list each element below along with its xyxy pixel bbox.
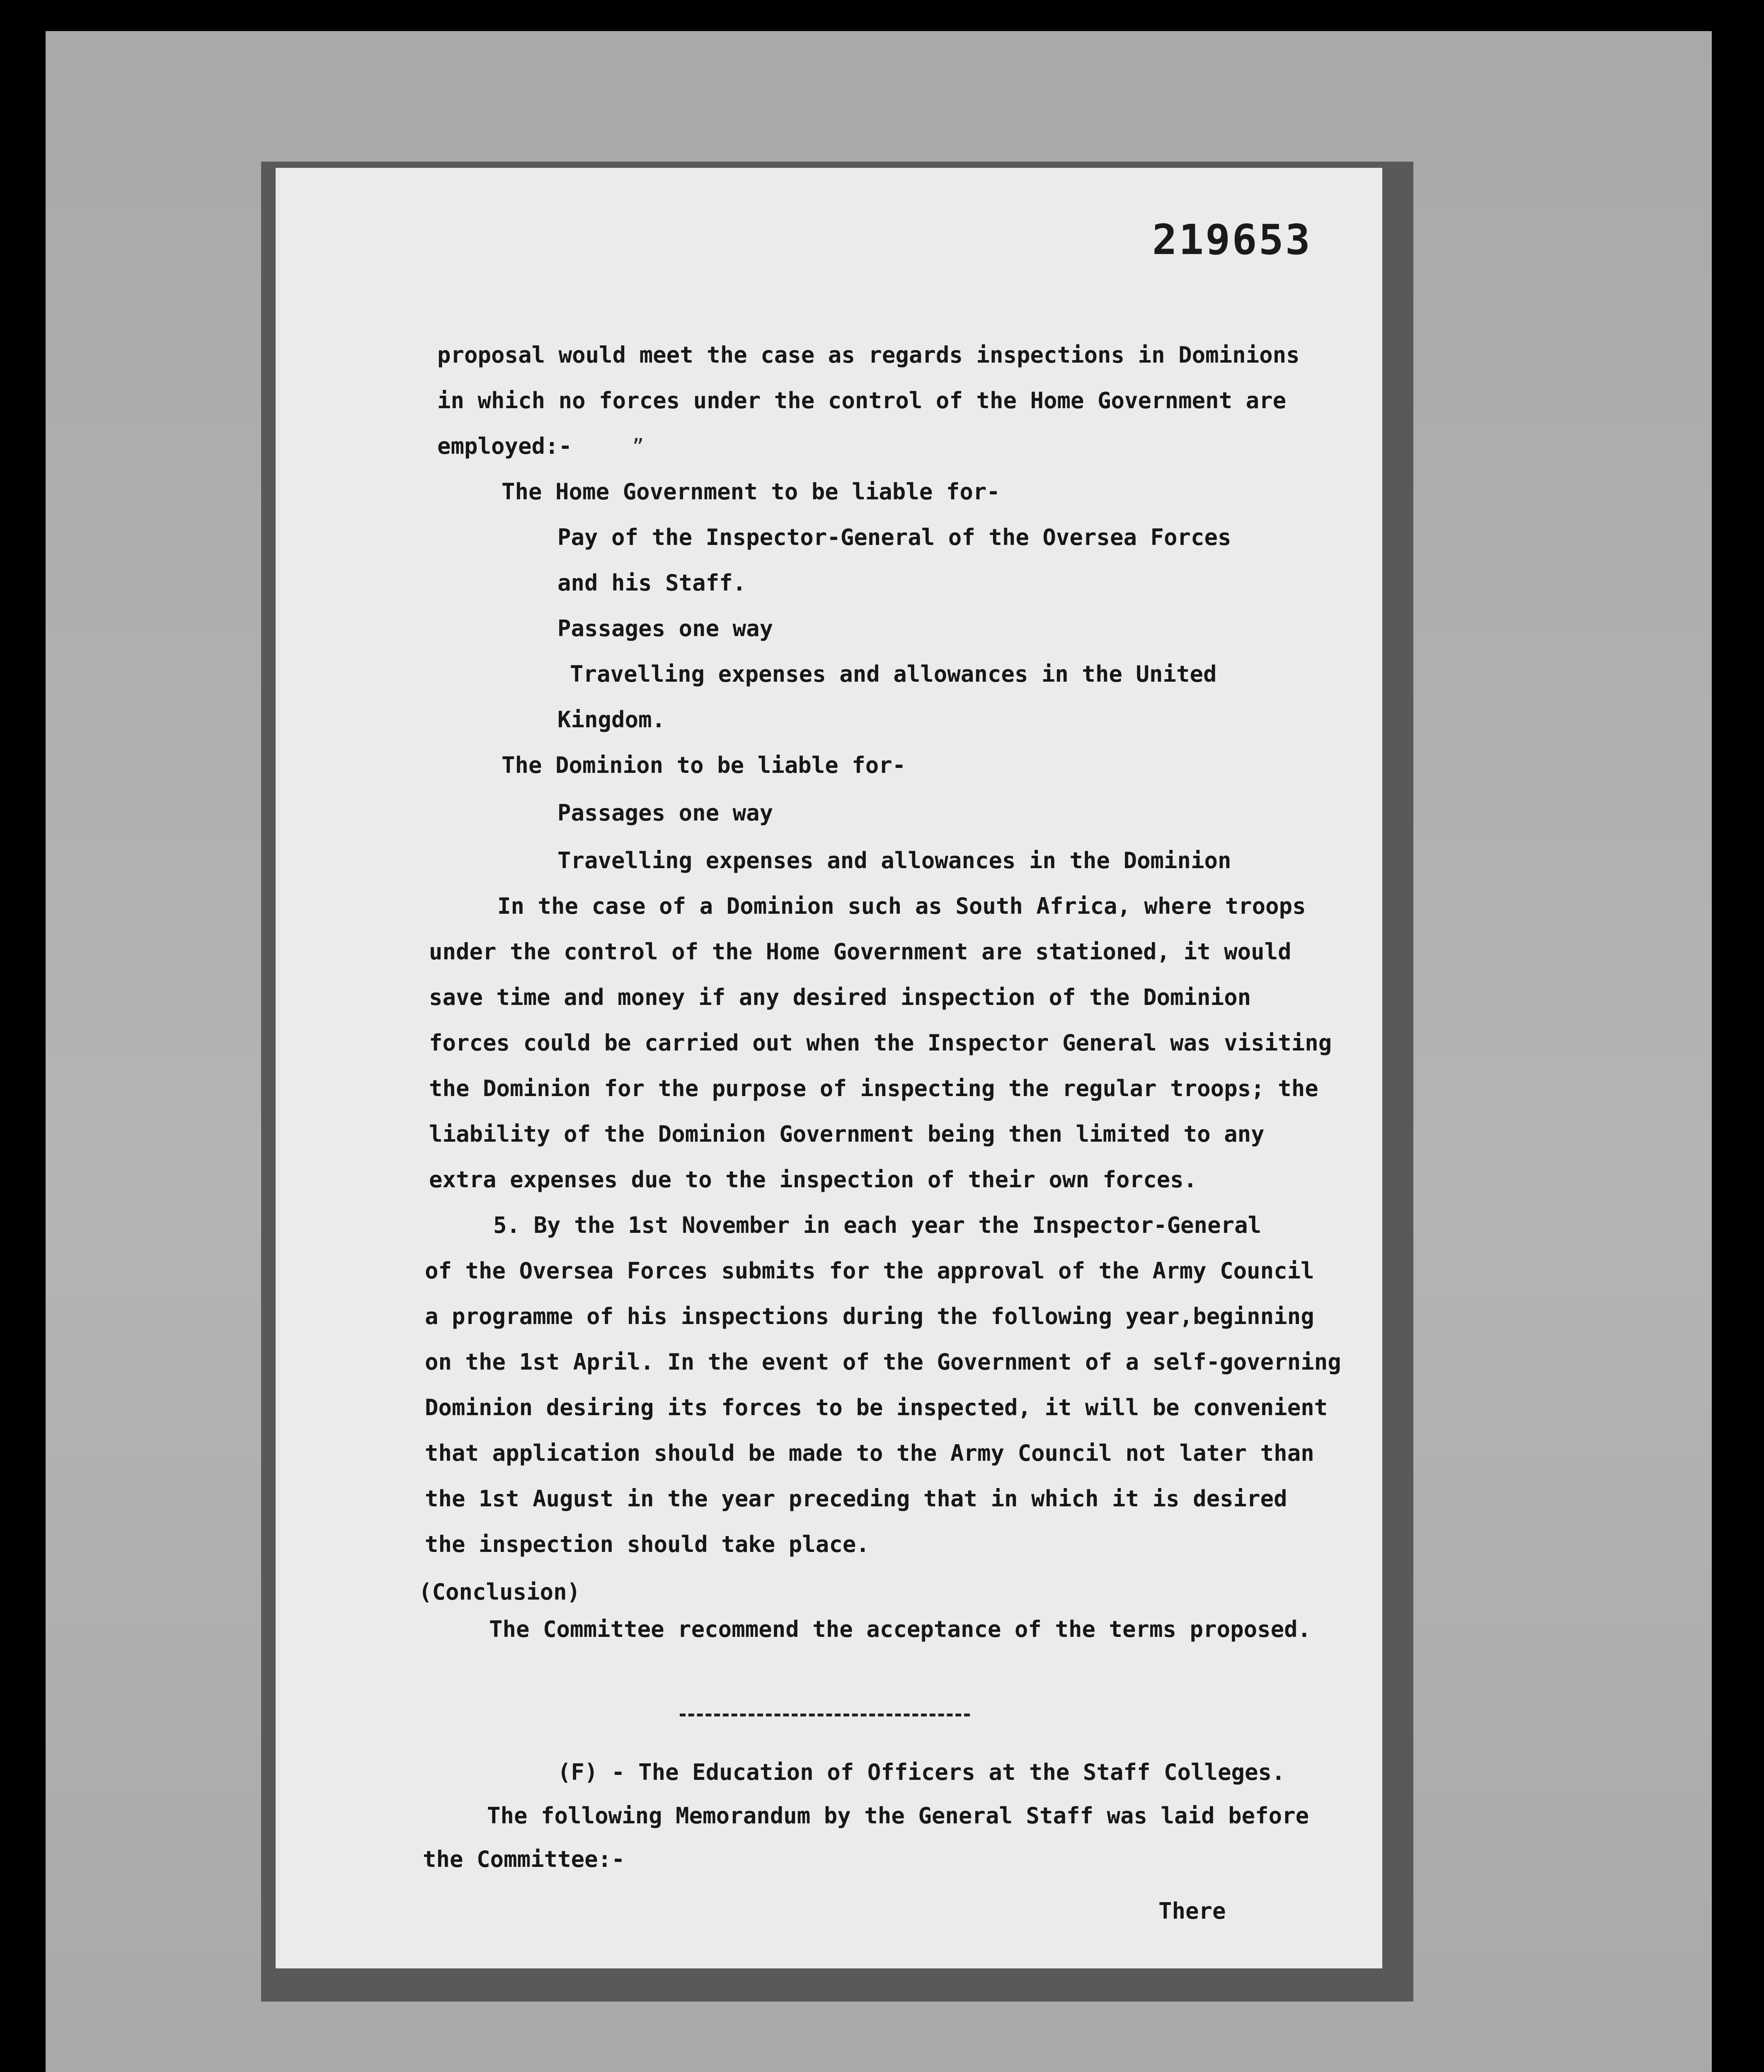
- text-line: Travelling expenses and allowances in the United: [570, 661, 1217, 687]
- section-divider: [680, 1714, 970, 1716]
- document-page: [276, 168, 1382, 1968]
- section-heading: (F) - The Education of Officers at the Staff Colleges.: [557, 1759, 1285, 1785]
- text-line: The following Memorandum by the General Staff was laid before: [487, 1803, 1309, 1829]
- text-line: a programme of his inspections during the following year,beginning: [425, 1303, 1314, 1329]
- text-line: The Dominion to be liable for-: [502, 752, 906, 778]
- text-line: of the Oversea Forces submits for the approval of the Army Council: [425, 1258, 1314, 1284]
- text-line: on the 1st April. In the event of the Government of a self-governing: [425, 1349, 1341, 1375]
- text-line: The Committee recommend the acceptance of the terms proposed.: [489, 1616, 1311, 1642]
- text-line: employed:-: [437, 433, 572, 459]
- text-line: Kingdom.: [557, 707, 666, 733]
- text-line: 5. By the 1st November in each year the Inspector-General: [493, 1212, 1262, 1238]
- text-line: the inspection should take place.: [425, 1531, 870, 1557]
- text-line: in which no forces under the control of the Home Government are: [437, 387, 1287, 414]
- text-line: the Committee:-: [423, 1846, 625, 1872]
- text-line: that application should be made to the Army Council not later than: [425, 1440, 1314, 1466]
- text-line: liability of the Dominion Government being then limited to any: [429, 1121, 1265, 1147]
- text-line: under the control of the Home Government are stationed, it would: [429, 939, 1292, 965]
- text-line: In the case of a Dominion such as South Africa, where troops: [497, 893, 1306, 919]
- margin-mark-icon: „: [632, 423, 644, 446]
- text-line: proposal would meet the case as regards inspections in Dominions: [437, 342, 1300, 368]
- text-line: forces could be carried out when the Inspector General was visiting: [429, 1030, 1332, 1056]
- text-line: the 1st August in the year preceding that in which it is desired: [425, 1486, 1287, 1512]
- text-line: Dominion desiring its forces to be inspected, it will be convenient: [425, 1394, 1328, 1421]
- text-line: extra expenses due to the inspection of their own forces.: [429, 1167, 1197, 1193]
- text-line: and his Staff.: [557, 570, 746, 596]
- text-line: The Home Government to be liable for-: [502, 479, 1000, 505]
- catchword: There: [1158, 1898, 1226, 1924]
- text-line: (Conclusion): [419, 1579, 581, 1605]
- text-line: save time and money if any desired inspection of the Dominion: [429, 984, 1251, 1010]
- text-line: Travelling expenses and allowances in the Dominion: [557, 847, 1231, 874]
- text-line: Passages one way: [557, 615, 773, 641]
- text-line: Pay of the Inspector-General of the Oversea Forces: [557, 524, 1231, 550]
- document-number: 219653: [1152, 215, 1312, 264]
- text-line: Passages one way: [557, 800, 773, 826]
- text-line: the Dominion for the purpose of inspecting the regular troops; the: [429, 1075, 1318, 1101]
